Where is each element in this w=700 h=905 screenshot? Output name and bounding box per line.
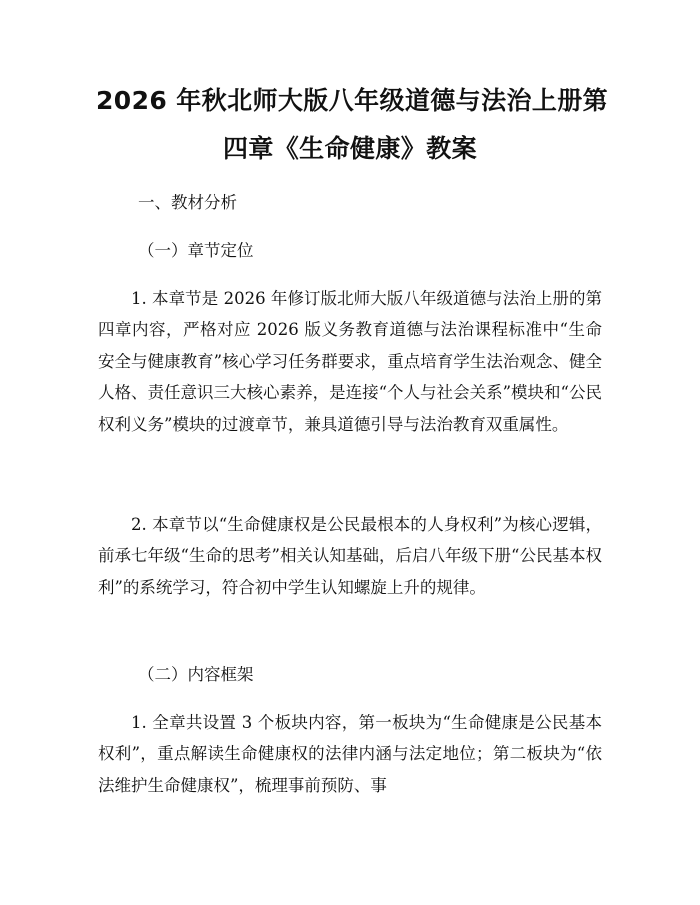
section-heading-teaching-material-analysis: 一、教材分析 xyxy=(138,193,237,212)
subsection-heading-chapter-position: （一）章节定位 xyxy=(138,241,254,260)
subsection-heading-content-framework: （二）内容框架 xyxy=(138,665,254,684)
document-title-line-2: 四章《生命健康》教案 xyxy=(222,134,477,163)
paragraph-chapter-position-1: 1. 本章节是 2026 年修订版北师大版八年级道德与法治上册的第四章内容，严格对应 2026 版义务教育道德与法治课程标准中“生命安全与健康教育”核心学习任务群要求，重点培育学生法治观念、健全人格、责任意识三大核心素养，是连接“个人与社会关系”模块和“公民权利义务”模块的过渡章节，兼具道德引导与法治教育双重属性。 xyxy=(98,289,602,434)
document-title-line-1: 2026 年秋北师大版八年级道德与法治上册第 xyxy=(96,86,609,115)
paragraph-content-framework-1: 1. 全章共设置 3 个板块内容，第一板块为“生命健康是公民基本权利”，重点解读生命健康权的法律内涵与法定地位；第二板块为“依法维护生命健康权”，梳理事前预防、事 xyxy=(98,713,602,795)
paragraph-chapter-position-2: 2. 本章节以“生命健康权是公民最根本的人身权利”为核心逻辑，前承七年级“生命的思考”相关认知基础，后启八年级下册“公民基本权利”的系统学习，符合初中学生认知螺旋上升的规律。 xyxy=(98,515,602,597)
